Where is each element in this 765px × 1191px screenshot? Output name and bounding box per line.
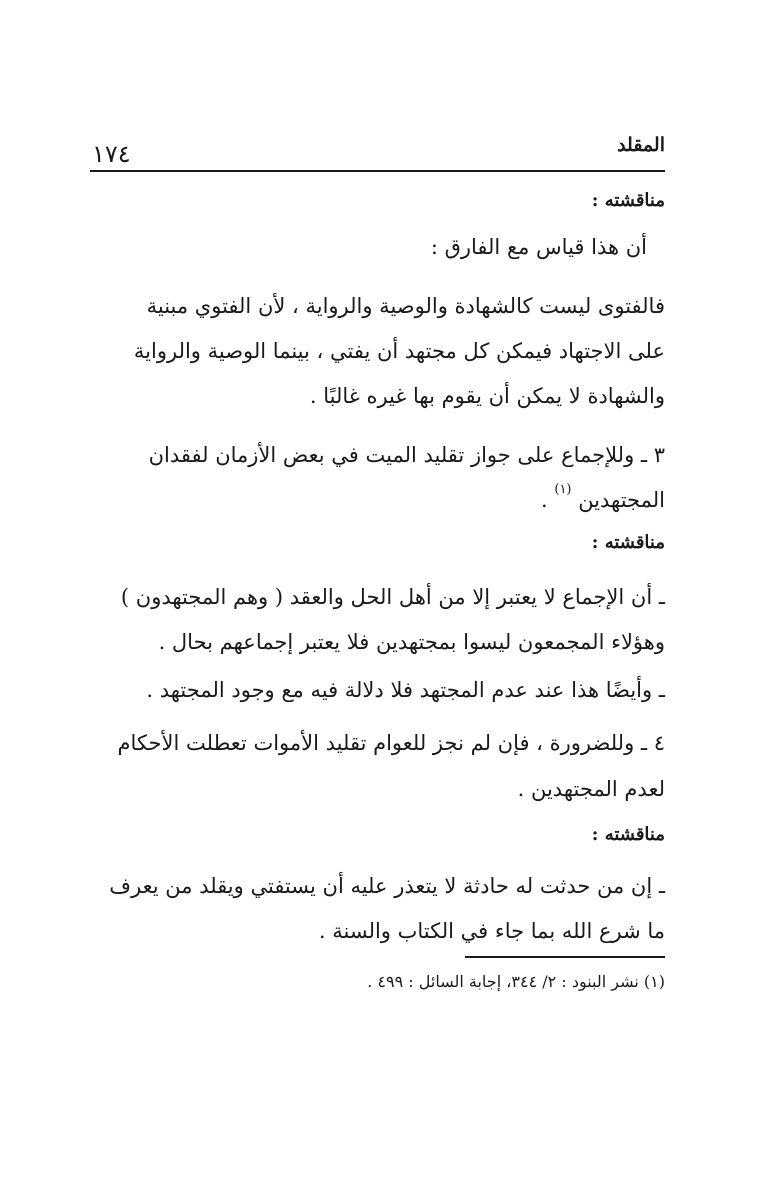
paragraph-3-period: .	[540, 488, 548, 512]
paragraph-6-line-2: لعدم المجتهدين .	[517, 777, 665, 801]
paragraph-1: أن هذا قياس مع الفارق :	[430, 235, 647, 259]
paragraph-2-line-3: والشهادة لا يمكن أن يقوم بها غيره غالبًا .	[309, 384, 665, 408]
section-heading-discussion-3: مناقشته :	[591, 824, 665, 845]
section-heading-discussion-2: مناقشته :	[591, 532, 665, 553]
paragraph-2-line-2: على الاجتهاد فيمكن كل مجتهد أن يفتي ، بينما الوصية والرواية	[133, 339, 665, 363]
page-number: ١٧٤	[92, 140, 131, 168]
paragraph-7-line-1: ـ إن من حدثت له حادثة لا يتعذر عليه أن يستفتي ويقلد من يعرف	[109, 874, 665, 898]
footnote-divider	[465, 956, 665, 958]
section-heading-discussion: مناقشته :	[591, 190, 665, 211]
paragraph-7-line-2: ما شرع الله بما جاء في الكتاب والسنة .	[318, 919, 665, 943]
page-header-title: المقلد	[617, 134, 665, 156]
footnote-reference-mark[interactable]: (١)	[554, 482, 572, 497]
paragraph-3-line-1: ٣ ـ وللإجماع على جواز تقليد الميت في بعض الأزمان لفقدان	[148, 443, 665, 467]
paragraph-2-line-1: فالفتوى ليست كالشهادة والوصية والرواية ، لأن الفتوي مبنية	[146, 294, 665, 318]
footnote-1: (١) نشر البنود : ٢/ ٣٤٤، إجابة السائل : ٤٩٩ .	[367, 972, 665, 991]
paragraph-3-text: المجتهدين	[578, 488, 665, 512]
header-divider	[90, 170, 665, 172]
paragraph-4-line-1: ـ أن الإجماع لا يعتبر إلا من أهل الحل والعقد ( وهم المجتهدون )	[120, 585, 665, 609]
paragraph-5: ـ وأيضًا هذا عند عدم المجتهد فلا دلالة فيه مع وجود المجتهد .	[146, 678, 665, 702]
paragraph-4-line-2: وهؤلاء المجمعون ليسوا بمجتهدين فلا يعتبر إجماعهم بحال .	[158, 630, 665, 654]
paragraph-6-line-1: ٤ ـ وللضرورة ، فإن لم نجز للعوام تقليد الأموات تعطلت الأحكام	[117, 731, 665, 755]
paragraph-3-line-2	[541, 478, 665, 526]
